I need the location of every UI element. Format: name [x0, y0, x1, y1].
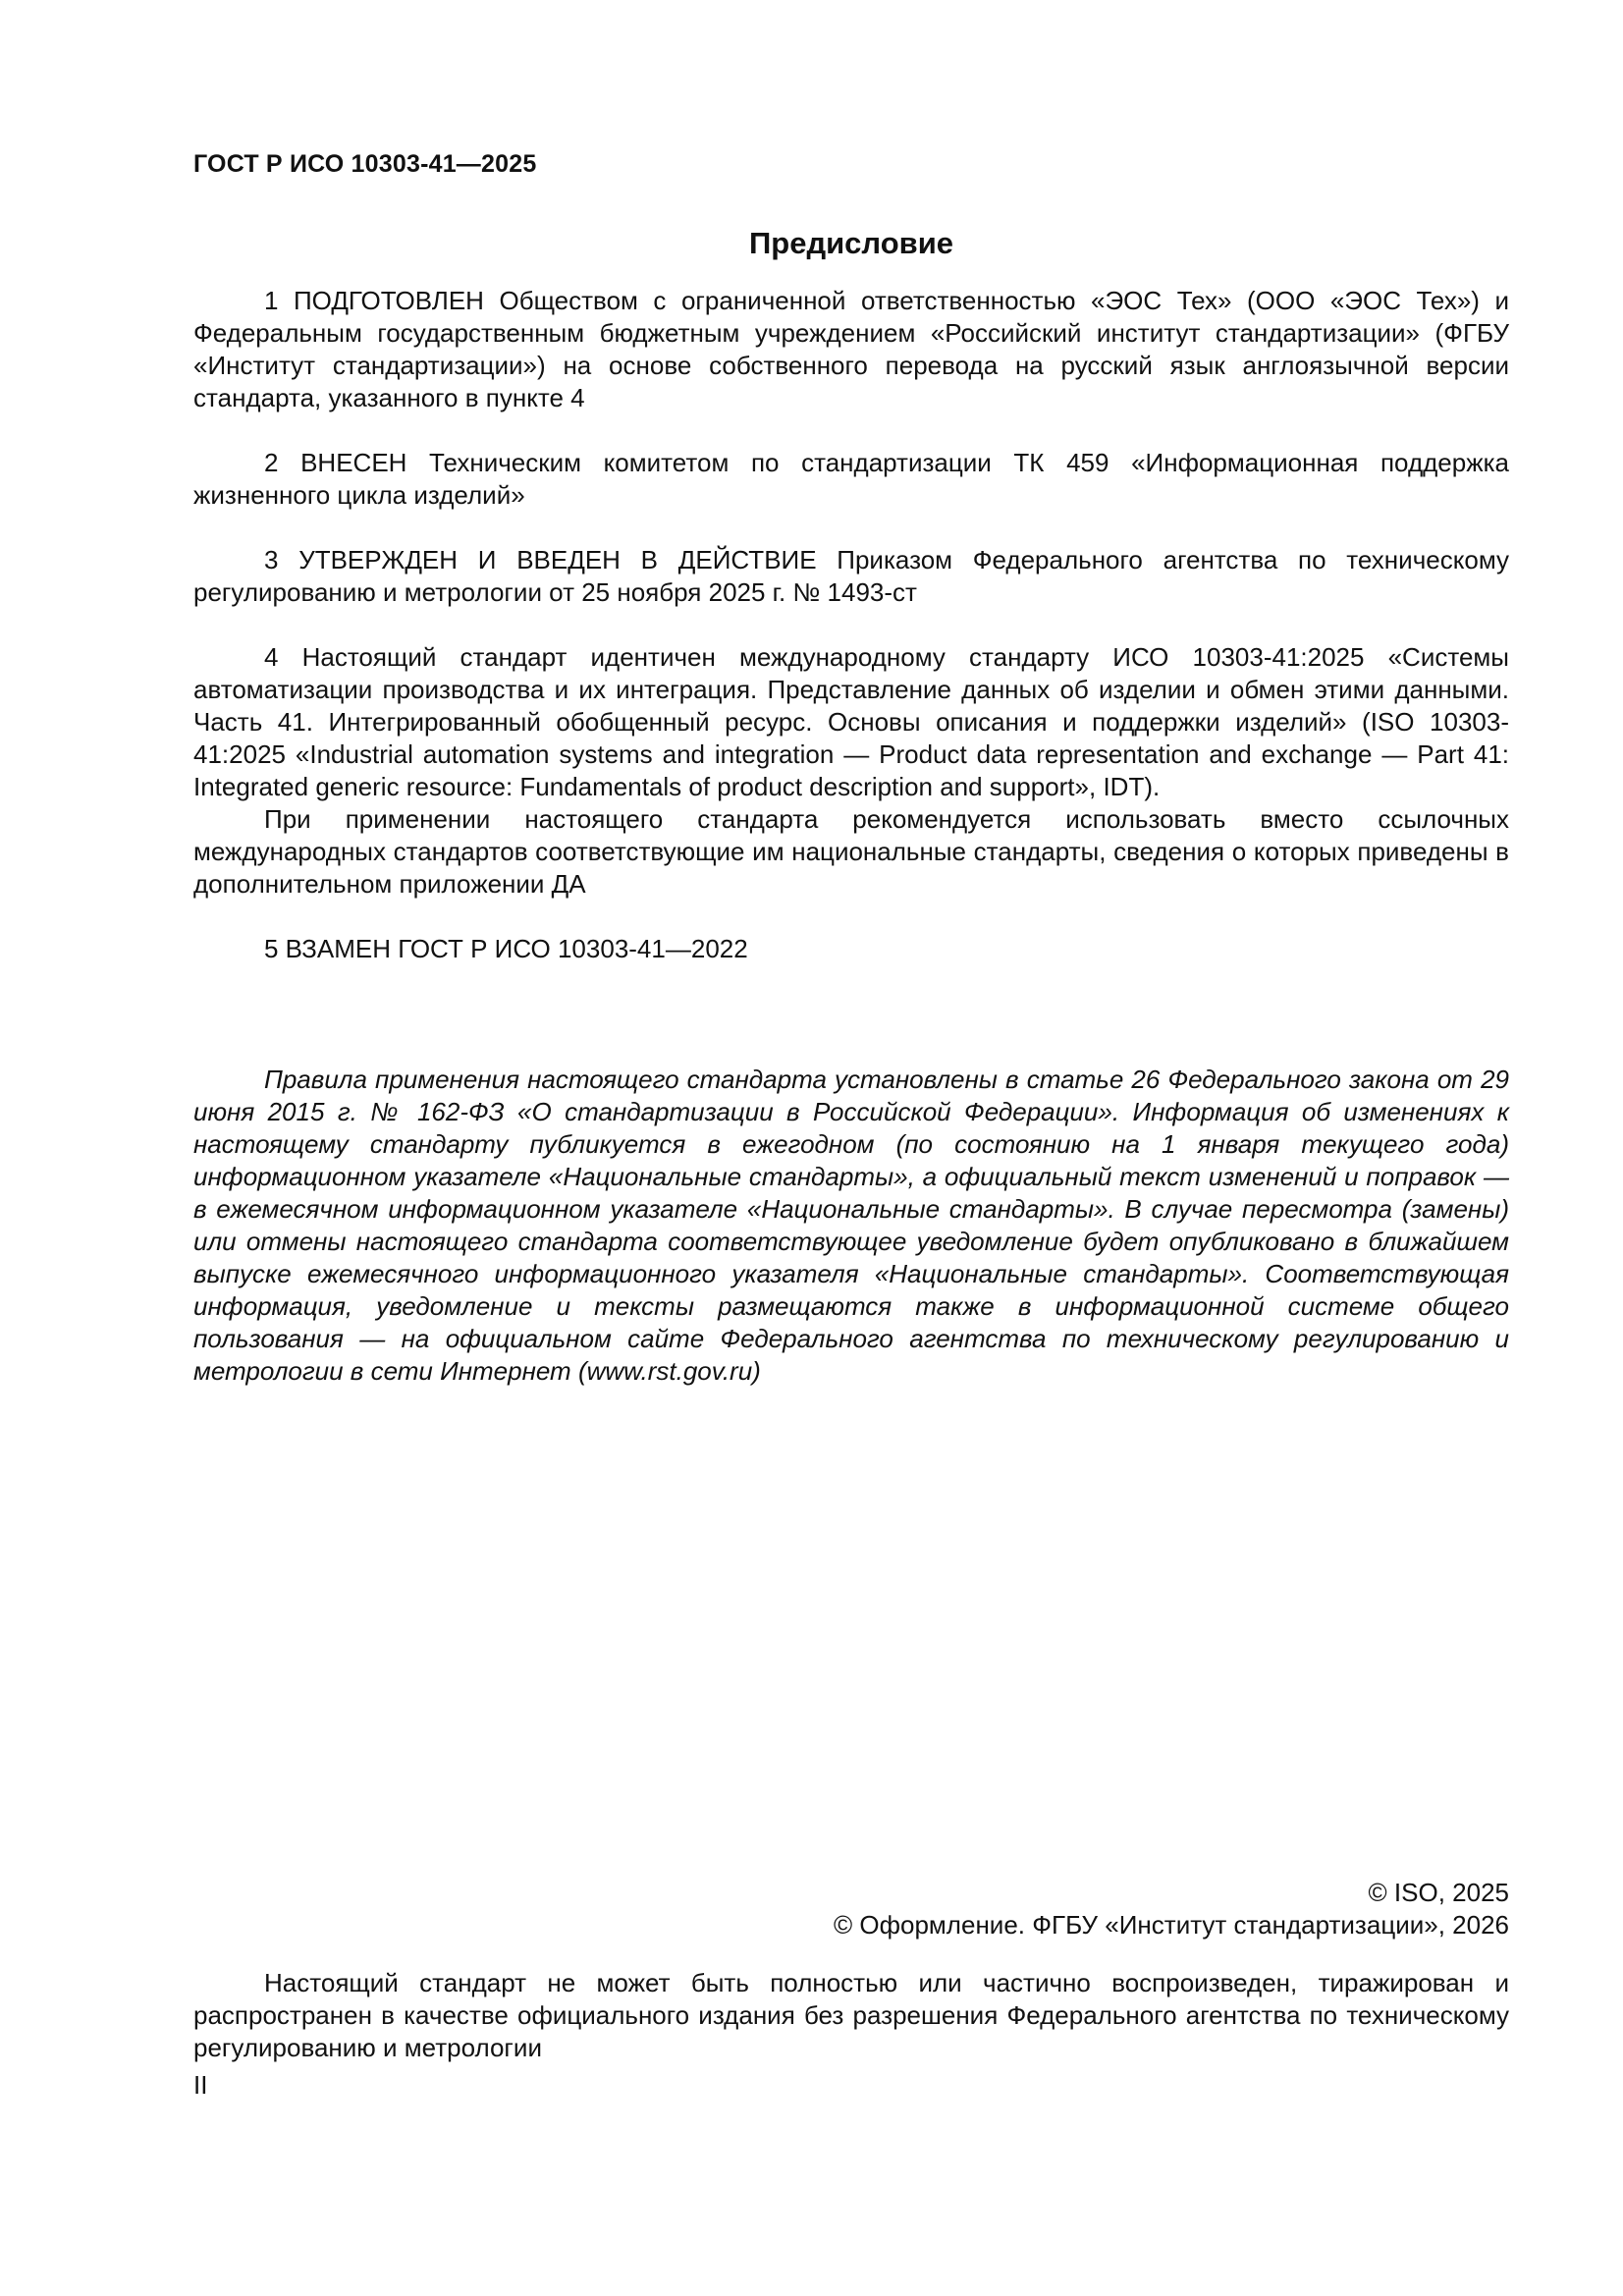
- document-code: ГОСТ Р ИСО 10303-41—2025: [193, 150, 537, 178]
- foreword-item-4-note: При применении настоящего стандарта рекомендуется использовать вместо ссылочных международных стандартов соответствующие им национальные стандарты, сведения о которых приведены в дополнительном приложении ДА: [193, 804, 1509, 899]
- foreword-item-4: 4 Настоящий стандарт идентичен международному стандарту ИСО 10303-41:2025 «Системы автоматизации производства и их интеграция. Представление данных об изделии и обмен этими данными. Часть 41. Интегрированный обобщенный ресурс. Основы описания и поддержки изделий» (ISO 10303-41:2025 «Industrial automation systems and integration — Product data representation and exchange — Part 41: Integrated generic resource: Fundamentals of product description and support», IDT).: [193, 642, 1509, 801]
- page-number: II: [193, 2070, 208, 2100]
- reproduction-notice-text: Настоящий стандарт не может быть полностью или частично воспроизведен, тиражирован и распространен в качестве официального издания без разрешения Федерального агентства по техническому регулированию и метрологии: [193, 1968, 1509, 2062]
- copyright-iso: © ISO, 2025: [1368, 1878, 1509, 1907]
- reproduction-notice: [193, 1967, 1509, 2064]
- foreword-item-3: 3 УТВЕРЖДЕН И ВВЕДЕН В ДЕЙСТВИЕ Приказом Федерального агентства по техническому регулированию и метрологии от 25 ноября 2025 г. № 1493-ст: [193, 545, 1509, 607]
- foreword-item-1: 1 ПОДГОТОВЛЕН Обществом с ограниченной ответственностью «ЭОС Тех» (ООО «ЭОС Тех») и Федеральным государственным бюджетным учреждением «Российский институт стандартизации» (ФГБУ «Институт стандартизации») на основе собственного перевода на русский язык англоязычной версии стандарта, указанного в пункте 4: [193, 286, 1509, 412]
- foreword-item-2: 2 ВНЕСЕН Техническим комитетом по стандартизации ТК 459 «Информационная поддержка жизненного цикла изделий»: [193, 448, 1509, 510]
- foreword-item-5: 5 ВЗАМЕН ГОСТ Р ИСО 10303-41—2022: [264, 934, 748, 963]
- copyright-block: [193, 1877, 1509, 1941]
- foreword-body: [193, 285, 1509, 1388]
- application-rules-text: Правила применения настоящего стандарта установлены в статье 26 Федерального закона от 29 июня 2015 г. № 162-ФЗ «О стандартизации в Российской Федерации». Информация об изменениях к настоящему стандарту публикуется в ежегодном (по состоянию на 1 января текущего года) информационном указателе «Национальные стандарты», а официальный текст изменений и поправок — в ежемесячном информационном указателе «Национальные стандарты». В случае пересмотра (замены) или отмены настоящего стандарта соответствующее уведомление будет опубликовано в ближайшем выпуске ежемесячного информационного указателя «Национальные стандарты». Соответствующая информация, уведомление и тексты размещаются также в информационной системе общего пользования — на официальном сайте Федерального агентства по техническому регулированию и метрологии в сети Интернет (www.rst.gov.ru): [193, 1065, 1509, 1386]
- copyright-design: © Оформление. ФГБУ «Институт стандартизации», 2026: [834, 1910, 1509, 1940]
- page-title: Предисловие: [748, 226, 953, 260]
